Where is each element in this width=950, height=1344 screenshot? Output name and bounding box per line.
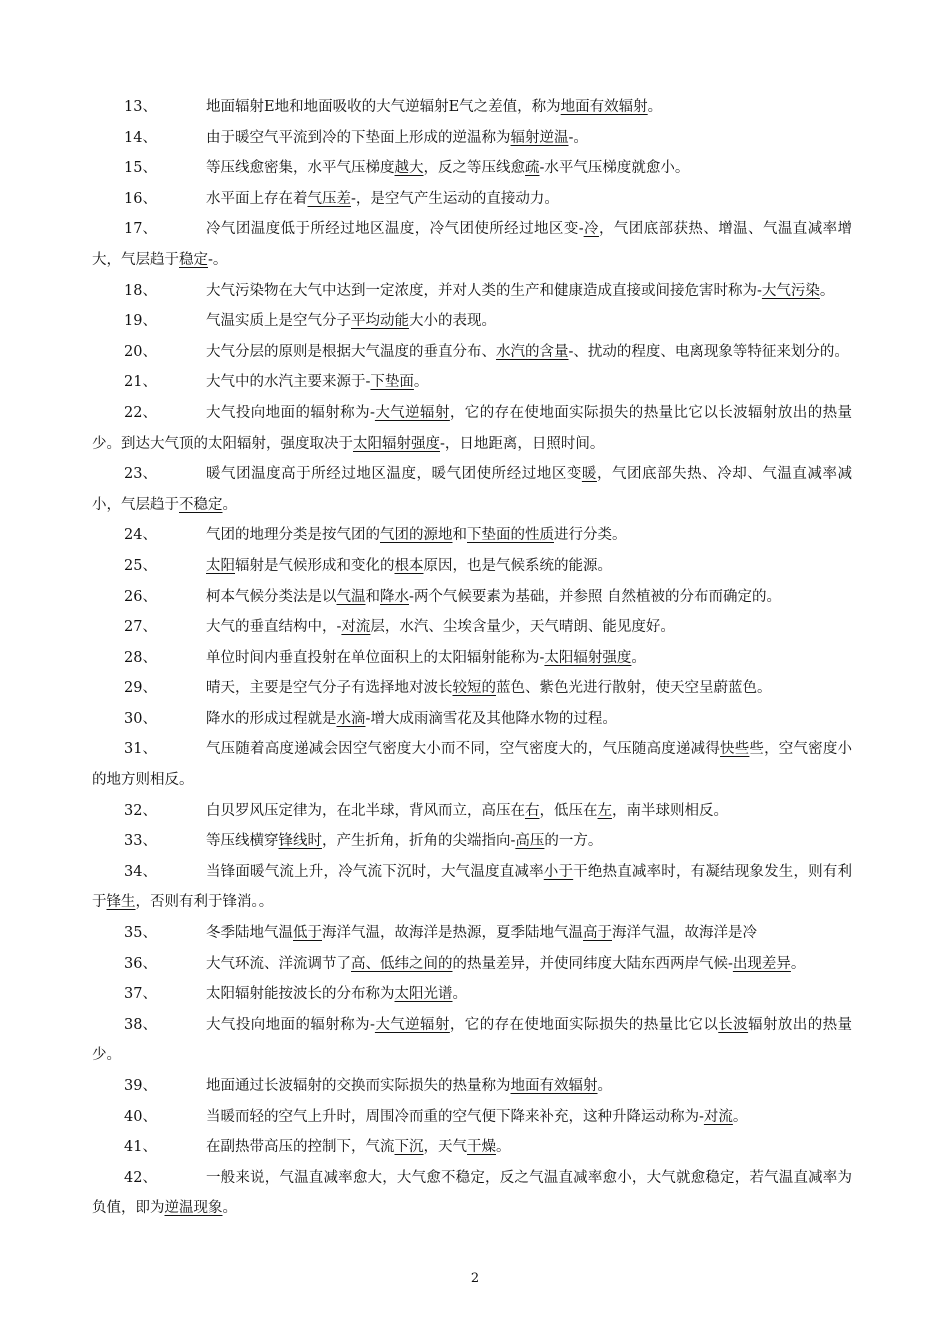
list-item: [92, 92, 852, 123]
list-item: [92, 1163, 852, 1224]
text-run: ，产生折角，折角的尖端指向-: [322, 833, 516, 850]
text-run: 大气污染物在大气中达到一定浓度，并对人类的生产和健康造成直接或间接危害时称为-: [206, 282, 762, 299]
text-run: 辐射放出的热量少。: [92, 1016, 853, 1064]
item-number: 22、: [124, 404, 157, 421]
item-number: 28、: [124, 649, 157, 666]
item-text: [92, 1010, 852, 1071]
item-number: 18、: [124, 282, 157, 299]
list-item: [92, 367, 852, 398]
item-number: 21、: [124, 374, 157, 391]
answer-blank: 右: [525, 802, 540, 819]
answer-blank: 高、低纬之间的: [351, 955, 453, 972]
answer-blank: 出现差异: [732, 955, 791, 972]
answer-blank: 大气逆辐射: [374, 1016, 450, 1033]
item-text: [92, 92, 852, 123]
list-item: [92, 949, 852, 980]
page-number: 2: [470, 1271, 480, 1286]
list-item: [92, 1132, 852, 1163]
text-run: 冬季陆地气温: [206, 925, 293, 942]
text-run: ，否则有利于锋消。。: [135, 894, 274, 911]
item-text: [92, 826, 852, 857]
item-text: [92, 857, 852, 918]
list-item: [92, 826, 852, 857]
item-number: 29、: [124, 680, 157, 697]
text-run: 。: [222, 496, 237, 513]
text-run: 冷气团温度低于所经过地区温度，冷气团使所经过地区变-: [206, 221, 584, 238]
text-run: -增大成雨滴雪花及其他降水物的过程。: [365, 710, 617, 727]
answer-blank: 高于: [583, 925, 612, 942]
item-number: 27、: [124, 619, 157, 636]
list-item: [92, 1010, 852, 1071]
list-item: [92, 734, 852, 795]
item-text: [92, 643, 852, 674]
item-number: 38、: [124, 1016, 157, 1033]
item-number: 19、: [124, 313, 157, 330]
answer-blank: 逆温现象: [164, 1200, 223, 1217]
item-number: 37、: [124, 986, 157, 1003]
list-item: [92, 796, 852, 827]
item-number: 36、: [124, 955, 157, 972]
item-number: 15、: [124, 160, 157, 177]
answer-blank: 水滴: [336, 710, 366, 727]
text-run: 。: [647, 99, 663, 115]
item-text: [92, 337, 852, 368]
answer-blank: 降水: [380, 588, 409, 605]
answer-blank: 根本: [394, 557, 424, 574]
answer-blank: 气团的源地: [380, 527, 453, 544]
item-text: [92, 1132, 852, 1163]
text-run: ，气团底部获热、增温、气温直减率增大，气层趋于: [92, 221, 853, 268]
item-text: [92, 704, 852, 735]
text-run: 大小的表现。: [409, 313, 496, 330]
answer-blank: 锋生: [106, 894, 136, 911]
item-text: [92, 520, 852, 551]
list-item: [92, 1071, 852, 1102]
list-item: [92, 643, 852, 674]
text-run: 和: [452, 527, 467, 544]
item-text: [92, 367, 852, 398]
list-item: [92, 551, 852, 582]
text-run: 。: [790, 955, 806, 972]
text-run: 降水的形成过程就是: [206, 710, 337, 727]
text-run: 晴天，主要是空气分子有选择地对波长: [206, 680, 453, 697]
text-run: 柯本气候分类法是以: [206, 588, 337, 605]
answer-blank: 水汽的含量: [496, 343, 569, 360]
text-run: 等压线横穿: [206, 833, 279, 850]
item-number: 30、: [124, 710, 157, 727]
text-run: 海洋气温，故海洋是热源，夏季陆地气温: [322, 925, 583, 942]
item-number: 17、: [124, 221, 157, 238]
text-run: 。: [496, 1139, 511, 1156]
text-run: -。: [208, 251, 228, 268]
text-run: ，它的存在使地面实际损失的热量比它以长波辐射放出的热量少。到达大气顶的太阳辐射，强度取决于: [92, 404, 853, 452]
list-item: [92, 276, 852, 307]
text-run: -两个气候要素为基础，并参照 自然植被的分布而确定的。: [409, 588, 782, 605]
text-run: -。: [568, 129, 588, 146]
answer-blank: 低于: [293, 925, 322, 942]
item-text: [92, 673, 852, 704]
item-number: 23、: [124, 466, 157, 483]
text-run: ，它的存在使地面实际损失的热量比它以: [449, 1016, 719, 1033]
text-run: 气温实质上是空气分子: [206, 313, 351, 330]
answer-blank: 高压: [515, 833, 545, 850]
text-run: 地面辐射E地和地面吸收的大气逆辐射E气之差值，称为: [206, 99, 561, 115]
answer-blank: 干燥: [467, 1139, 496, 1156]
item-number: 35、: [124, 925, 157, 942]
numbered-list: [92, 92, 852, 1224]
item-text: [92, 1102, 852, 1133]
item-number: 32、: [124, 802, 157, 819]
text-run: 。: [819, 282, 835, 299]
item-number: 20、: [124, 343, 157, 360]
answer-blank: 疏: [525, 160, 540, 177]
text-run: -，日地距离，日照时间。: [440, 435, 605, 452]
answer-blank: 较短的: [452, 680, 496, 697]
list-item: [92, 1102, 852, 1133]
text-run: 。: [631, 649, 646, 666]
item-number: 41、: [124, 1139, 157, 1156]
list-item: [92, 918, 852, 949]
text-run: 当暖而轻的空气上升时，周围冷而重的空气便下降来补充，这种升降运动称为-: [206, 1108, 704, 1125]
item-text: [92, 1163, 852, 1224]
answer-blank: 对流: [341, 619, 371, 636]
item-text: [92, 551, 852, 582]
list-item: [92, 184, 852, 215]
item-text: [92, 398, 852, 459]
answer-blank: 下垫面的性质: [467, 527, 554, 544]
text-run: 蓝色、紫色光进行散射，使天空呈蔚蓝色。: [496, 680, 772, 697]
item-text: [92, 612, 852, 643]
text-run: 些，空气密度小的地方则相反。: [92, 741, 853, 789]
text-run: 的热量差异，并使同纬度大陆东西两岸气候-: [452, 955, 733, 972]
text-run: 干绝热直减率时，有凝结现象发生，则有利于: [92, 863, 853, 911]
item-number: 31、: [124, 741, 157, 758]
list-item: [92, 459, 852, 520]
answer-blank: 辐射逆温: [510, 129, 569, 146]
text-run: 单位时间内垂直投射在单位面积上的太阳辐射能称为-: [206, 649, 545, 666]
item-text: [92, 979, 852, 1010]
item-text: [92, 306, 852, 337]
item-number: 14、: [124, 129, 157, 146]
answer-blank: 小于: [543, 863, 574, 880]
text-run: 在副热带高压的控制下，气流: [206, 1139, 395, 1156]
item-number: 26、: [124, 588, 157, 605]
answer-blank: 大气逆辐射: [374, 404, 450, 421]
list-item: [92, 979, 852, 1010]
answer-blank: 地面有效辐射: [560, 99, 648, 115]
item-number: 34、: [124, 863, 157, 880]
answer-blank: 太阳光谱: [394, 986, 453, 1003]
text-run: 海洋气温，故海洋是冷: [612, 925, 757, 942]
list-item: [92, 520, 852, 551]
text-run: 大气的垂直结构中，-: [206, 619, 342, 636]
answer-blank: 冷: [583, 221, 599, 238]
item-text: [92, 582, 852, 613]
text-run: ，低压在: [539, 802, 598, 819]
item-text: [92, 734, 852, 795]
text-run: 水平面上存在着: [206, 190, 308, 207]
answer-blank: 左: [597, 802, 612, 819]
text-run: 。: [222, 1200, 237, 1217]
item-number: 13、: [124, 99, 157, 115]
list-item: [92, 214, 852, 275]
text-run: 。: [413, 374, 429, 391]
item-text: [92, 123, 852, 154]
list-item: [92, 337, 852, 368]
item-text: [92, 153, 852, 184]
item-text: [92, 949, 852, 980]
answer-blank: 时: [307, 833, 322, 850]
list-item: [92, 673, 852, 704]
answer-blank: 太阳辐射强度: [353, 435, 440, 452]
list-item: [92, 857, 852, 918]
list-item: [92, 306, 852, 337]
text-run: -水平气压梯度就愈小。: [539, 160, 690, 177]
item-text: [92, 184, 852, 215]
answer-blank: 太阳辐射强度: [544, 649, 632, 666]
list-item: [92, 704, 852, 735]
answer-blank: 锋线: [278, 833, 308, 850]
text-run: 暖气团温度高于所经过地区温度，暖气团使所经过地区变: [206, 466, 582, 483]
text-run: 原因，也是气候系统的能源。: [423, 557, 612, 574]
text-run: -，是空气产生运动的直接动力。: [351, 190, 559, 207]
text-run: 由于暖空气平流到冷的下垫面上形成的逆温称为: [206, 129, 511, 146]
list-item: [92, 612, 852, 643]
answer-blank: 稳定: [179, 251, 208, 268]
text-run: 进行分类。: [554, 527, 627, 544]
item-number: 33、: [124, 833, 157, 850]
item-number: 40、: [124, 1108, 157, 1125]
text-run: 太阳辐射能按波长的分布称为: [206, 986, 395, 1003]
item-number: 39、: [124, 1078, 157, 1094]
text-run: 地面通过长波辐射的交换而实际损失的热量称为: [206, 1078, 511, 1094]
list-item: [92, 153, 852, 184]
text-run: ，反之等压线愈: [423, 160, 525, 177]
text-run: -、扰动的程度、电离现象等特征来划分的。: [568, 343, 849, 360]
answer-blank: 地面有效辐射: [510, 1078, 598, 1094]
answer-blank: 下垫面: [370, 374, 414, 391]
item-number: 24、: [124, 527, 157, 544]
text-run: 大气环流、洋流调节了: [206, 955, 351, 972]
answer-blank: 下沉: [394, 1139, 424, 1156]
answer-blank: 快些: [720, 741, 750, 758]
list-item: [92, 123, 852, 154]
item-text: [92, 459, 852, 520]
text-run: 一般来说，气温直减率愈大，大气愈不稳定，反之气温直减率愈小，大气就愈稳定，若气温直减率为负值，即为: [92, 1169, 852, 1217]
answer-blank: 对流: [703, 1108, 733, 1125]
answer-blank: 气温: [336, 588, 366, 605]
text-run: 大气中的水汽主要来源于-: [206, 374, 371, 391]
text-run: 辐射是气候形成和变化的: [235, 557, 395, 574]
answer-blank: 平均动能: [351, 313, 409, 330]
answer-blank: 长波: [718, 1016, 749, 1033]
text-run: 气压随着高度递减会因空气密度大小而不同，空气密度大的，气压随高度递减得: [206, 741, 721, 758]
text-run: 气团的地理分类是按气团的: [206, 527, 380, 544]
text-run: 白贝罗风压定律为，在北半球，背风而立，高压在: [206, 802, 525, 819]
text-run: ，气团底部失热、冷却、气温直减率减小，气层趋于: [92, 466, 853, 513]
item-text: [92, 1071, 852, 1102]
text-run: 层，水汽、尘埃含量少，天气晴朗、能见度好。: [370, 619, 675, 636]
text-run: 。: [452, 986, 467, 1003]
answer-blank: 暖: [581, 466, 597, 483]
text-run: 当锋面暖气流上升，冷气流下沉时，大气温度直减率: [206, 863, 544, 880]
text-run: 的一方。: [544, 833, 603, 850]
text-run: 和: [365, 588, 380, 605]
text-run: 大气投向地面的辐射称为-: [206, 404, 375, 421]
text-run: 等压线愈密集，水平气压梯度: [206, 160, 395, 177]
item-number: 16、: [124, 190, 157, 207]
item-text: [92, 214, 852, 275]
item-text: [92, 918, 852, 949]
item-number: 25、: [124, 557, 157, 574]
answer-blank: 大气污染: [761, 282, 820, 299]
text-run: 。: [732, 1108, 748, 1125]
text-run: 大气投向地面的辐射称为-: [206, 1016, 375, 1033]
list-item: [92, 398, 852, 459]
text-run: ，天气: [423, 1139, 467, 1156]
answer-blank: 不稳定: [179, 496, 223, 513]
text-run: 大气分层的原则是根据大气温度的垂直分布、: [206, 343, 496, 360]
answer-blank: 太阳: [206, 557, 235, 574]
item-number: 42、: [124, 1169, 157, 1186]
text-run: 。: [597, 1078, 612, 1094]
text-run: ，南半球则相反。: [612, 802, 728, 819]
list-item: [92, 582, 852, 613]
item-text: [92, 796, 852, 827]
answer-blank: 越大: [394, 160, 424, 177]
answer-blank: 气压差: [307, 190, 351, 207]
item-text: [92, 276, 852, 307]
